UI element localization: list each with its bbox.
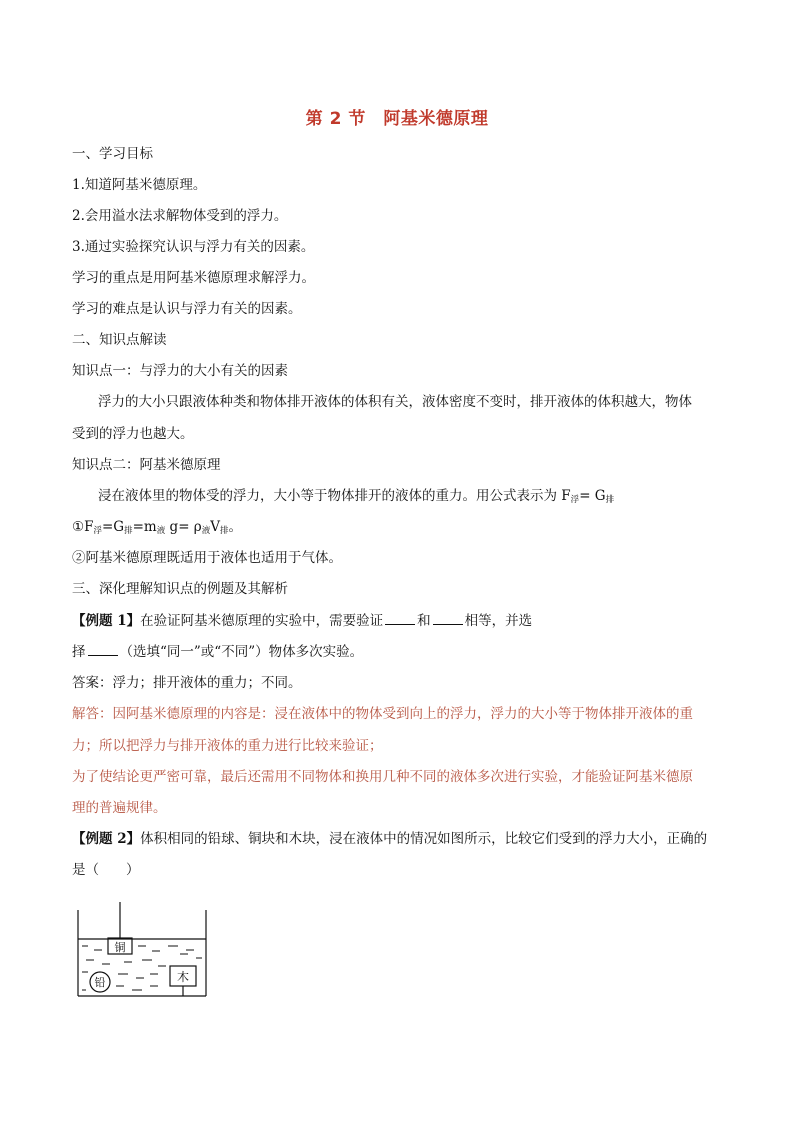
answer-blank	[433, 611, 463, 625]
copper-label: 铜	[114, 941, 126, 954]
wood-label: 木	[176, 970, 190, 984]
knowledge-2-title: 知识点二：阿基米德原理	[72, 457, 221, 473]
knowledge-2-text: 浸在液体里的物体受的浮力，大小等于物体排开的液体的重力。用公式表示为 $F_浮= G_排$	[98, 488, 615, 505]
difficult-point: 学习的难点是认识与浮力有关的因素。	[72, 301, 302, 317]
formula-2: ②阿基米德原理既适用于液体也适用于气体。	[72, 550, 342, 566]
answer-blank	[385, 611, 415, 625]
example-1-solution: 理的普遍规律。	[72, 800, 167, 816]
key-point: 学习的重点是用阿基米德原理求解浮力。	[72, 270, 315, 286]
section-heading-1: 一、学习目标	[72, 146, 153, 162]
example-2-question-cont: 是（ ）	[72, 862, 140, 878]
knowledge-1-text: 浮力的大小只跟液体种类和物体排开液体的体积有关，液体密度不变时，排开液体的体积越大，物体	[98, 394, 692, 410]
example-1-solution: 为了使结论更严密可靠，最后还需用不同物体和换用几种不同的液体多次进行实验，才能验证阿基米德原	[72, 769, 693, 785]
section-heading-3: 三、深化理解知识点的例题及其解析	[72, 581, 288, 597]
example-1-solution: 力；所以把浮力与排开液体的重力进行比较来验证；	[72, 738, 383, 754]
lead-label: 铅	[94, 976, 106, 989]
answer-blank	[88, 642, 118, 656]
knowledge-1-text-cont: 受到的浮力也越大。	[72, 426, 194, 442]
example-1-solution: 解答：因阿基米德原理的内容是：浸在液体中的物体受到向上的浮力，浮力的大小等于物体排开液体的重	[72, 706, 693, 722]
page-title: 第 2 节 阿基米德原理	[305, 109, 489, 129]
goal-1: 1.知道阿基米德原理。	[72, 177, 207, 193]
knowledge-1-title: 知识点一：与浮力的大小有关的因素	[72, 363, 288, 379]
goal-2: 2.会用溢水法求解物体受到的浮力。	[72, 208, 288, 224]
example-1-question-cont: 择 （选填“同一”或“不同”）物体多次实验。	[72, 644, 364, 660]
buoyancy-figure	[72, 896, 212, 1002]
formula-1: $①F_浮=G_排=m_液$ $g= \rho_液V_排$。	[72, 519, 243, 536]
section-heading-2: 二、知识点解读	[72, 332, 167, 348]
example-1-question: 【例题 1】在验证阿基米德原理的实验中，需要验证 和 相等，并选	[72, 613, 533, 629]
goal-3: 3.通过实验探究认识与浮力有关的因素。	[72, 239, 315, 255]
example-2-question: 【例题 2】体积相同的铅球、铜块和木块，浸在液体中的情况如图所示，比较它们受到的浮力大小，正确的	[72, 831, 708, 847]
example-1-answer: 答案：浮力；排开液体的重力；不同。	[72, 675, 302, 691]
